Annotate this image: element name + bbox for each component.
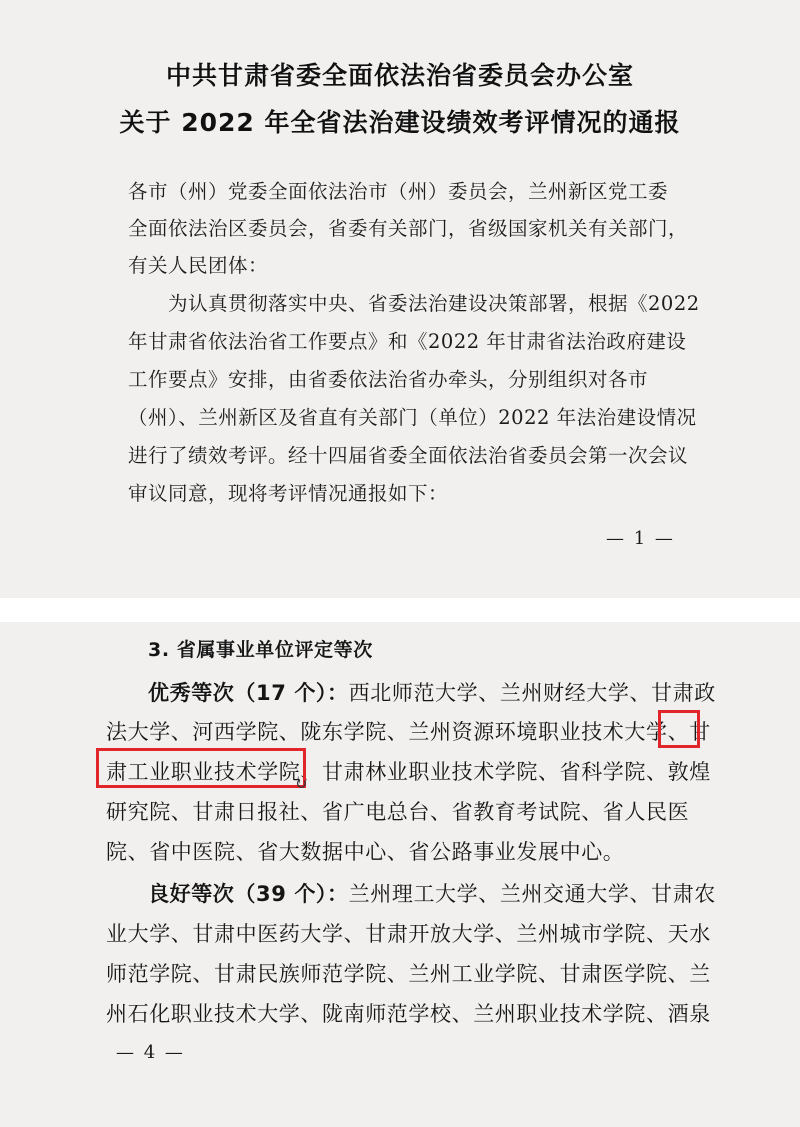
body-line-1: 为认真贯彻落实中央、省委法治建设决策部署，根据《2022 [168, 292, 700, 315]
highlighted-char: 甘 [689, 720, 711, 744]
excellent-line-3-text: 、甘肃林业职业技术学院、省科学院、敦煌 [300, 760, 711, 784]
excellent-line-4: 研究院、甘肃日报社、省广电总台、省教育考试院、省人民医 [106, 800, 690, 824]
highlight-box-2 [96, 748, 306, 788]
addressee-line-2: 全面依法治区委员会，省委有关部门，省级国家机关有关部门， [128, 217, 689, 240]
document-page-4 [0, 622, 800, 1127]
cursor-icon: ↻ [294, 774, 308, 793]
excellent-label: 优秀等次（17 个）： [148, 681, 349, 705]
excellent-line-2 [106, 716, 711, 746]
highlighted-school: 肃工业职业技术学院 [106, 760, 301, 784]
body-line-4: （州）、兰州新区及省直有关部门（单位）2022 年法治建设情况 [128, 406, 697, 429]
body-line-5: 进行了绩效考评。经十四届省委全面依法治省委员会第一次会议 [128, 444, 689, 467]
good-line-2: 业大学、甘肃中医药大学、甘肃开放大学、兰州城市学院、天水 [106, 922, 711, 946]
section-heading: 3. 省属事业单位评定等次 [148, 639, 373, 661]
addressee-line-3: 有关人民团体： [128, 254, 269, 277]
excellent-line-1-text: 西北师范大学、兰州财经大学、甘肃政 [348, 681, 716, 705]
body-line-6: 审议同意，现将考评情况通报如下： [128, 482, 449, 505]
page-number-4: — 4 — [116, 1042, 185, 1063]
body-line-2: 年甘肃省依法治省工作要点》和《2022 年甘肃省法治政府建设 [128, 330, 687, 353]
good-line-1 [148, 878, 716, 908]
good-line-3: 师范学院、甘肃民族师范学院、兰州工业学院、甘肃医学院、兰 [106, 962, 711, 986]
notice-title-line-1: 中共甘肃省委全面依法治省委员会办公室 [165, 61, 634, 90]
excellent-line-5: 院、省中医院、省大数据中心、省公路事业发展中心。 [106, 840, 625, 864]
good-label: 良好等次（39 个）： [148, 882, 349, 906]
notice-title-line-2: 关于 2022 年全省法治建设绩效考评情况的通报 [119, 108, 681, 137]
excellent-line-2-text: 法大学、河西学院、陇东学院、兰州资源环境职业技术大学、 [106, 720, 690, 744]
highlight-box-1 [658, 710, 700, 748]
excellent-line-1 [148, 677, 716, 707]
addressee-line-1: 各市（州）党委全面依法治市（州）委员会，兰州新区党工委 [128, 180, 669, 203]
body-line-3: 工作要点》安排，由省委依法治省办牵头，分别组织对各市 [128, 368, 649, 391]
good-line-1-text: 兰州理工大学、兰州交通大学、甘肃农 [348, 882, 716, 906]
page-number-1: — 1 — [606, 528, 675, 549]
good-line-4: 州石化职业技术大学、陇南师范学校、兰州职业技术学院、酒泉 [106, 1002, 711, 1026]
